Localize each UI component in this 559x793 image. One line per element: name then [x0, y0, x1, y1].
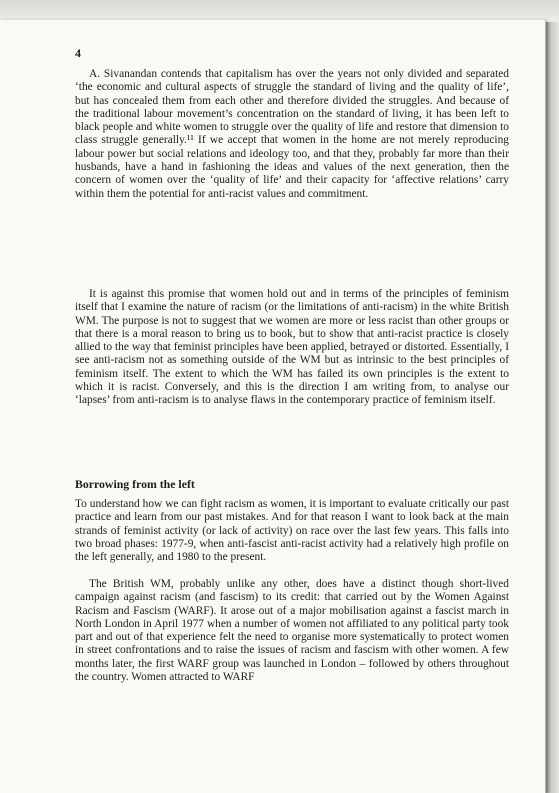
book-binding-edge: [545, 22, 559, 793]
page-number: 4: [75, 46, 81, 60]
section-heading: Borrowing from the left: [75, 477, 195, 491]
paragraph-1: A. Sivanandan contends that capitalism has over the years not only divided and separated ‘the economic and cultural aspects of struggle the standard of living and the quality of life’, but has concealed them from each other and therefore divided the struggles. And because of the traditional labour movement’s concentration on the standard of living, it has been left to black people and white women to struggle over the quality of life and restore that dimension to class struggle generally.¹¹ If we accept that women in the home are not merely reproducing labour power but social relations and ideology too, and that they, probably far more than their husbands, have a hand in fashioning the ideas and values of the next generation, then the concern of women over the ‘quality of life’ and their capacity for ‘affective relations’ carry within them the potential for anti-racist values and commitment.: [75, 68, 509, 200]
paragraph-4: The British WM, probably unlike any other, does have a distinct though short-lived campaign against racism (and fascism) to its credit: that carried out by the Women Against Racism and Fascism (WARF). It arose out of a major mobilisation against a fascist march in North London in April 1977 when a number of women not affiliated to any political party took part and out of that experience felt the need to organise more systematically to protect women in street confrontations and to raise the issues of racism and fascism with other women. A few months later, the first WARF group was launched in London – followed by others throughout the country. Women attracted to WARF: [75, 578, 509, 684]
paragraph-2: It is against this promise that women hold out and in terms of the principles of feminism itself that I examine the nature of racism (or the limitations of anti-racism) in the white British WM. The purpose is not to suggest that we women are more or less racist than other groups or that there is a moral reason to bring us to book, but to show that anti-racist practice is closely allied to the way that feminist principles have been applied, betrayed or distorted. Essentially, I see anti-racism not as something outside of the WM but as intrinsic to the best principles of feminism itself. The extent to which the WM has failed its own principles is the extent to which it is racist. Conversely, and this is the direction I am writing from, to analyse our ‘lapses’ from anti-racism is to analyse flaws in the contemporary practice of feminism itself.: [75, 288, 509, 407]
scan-background: [0, 0, 559, 22]
paragraph-3: To understand how we can fight racism as women, it is important to evaluate critically our past practice and learn from our past mistakes. And for that reason I want to look back at the main strands of feminist activity (or lack of activity) on race over the last few years. This falls into two broad phases: 1977-9, when anti-fascist anti-racist activity had a relatively high profile on the left generally, and 1980 to the present.: [75, 498, 509, 564]
book-page: [0, 20, 546, 793]
